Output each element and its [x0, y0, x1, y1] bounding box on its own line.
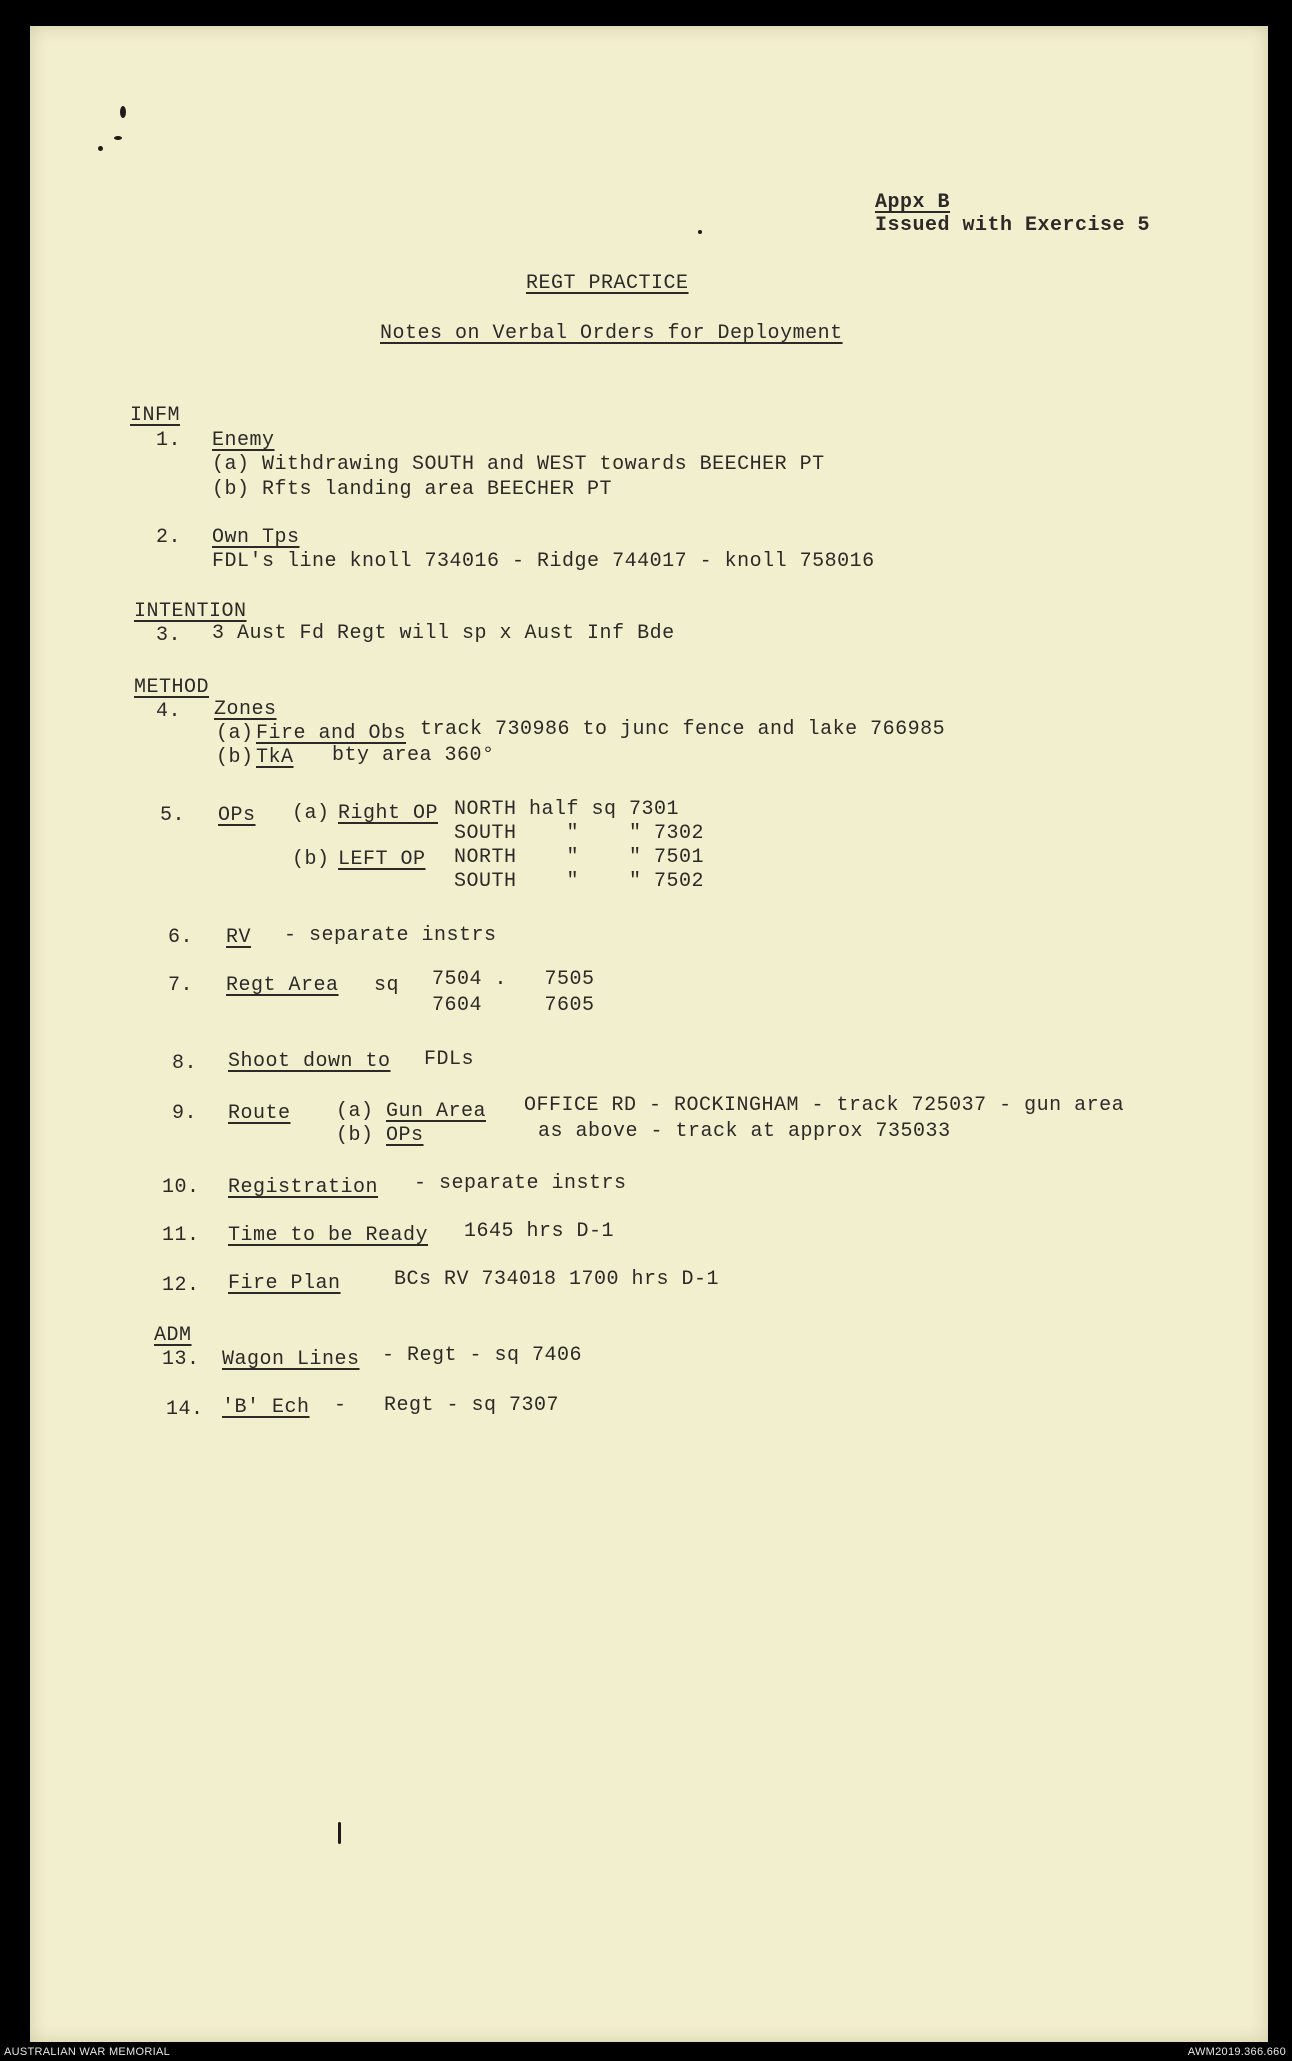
item-label: Shoot down to	[228, 1050, 391, 1073]
item-label: Own Tps	[212, 526, 300, 549]
item-text: 7504 . 7505	[432, 968, 595, 991]
item-text: track 730986 to junc fence and lake 766985	[420, 718, 946, 741]
document-page	[30, 26, 1268, 2042]
item-text: NORTH half sq 7301	[454, 798, 680, 821]
item-number: 7.	[168, 974, 194, 997]
item-number: 3.	[156, 624, 182, 647]
item-label: Enemy	[212, 429, 275, 452]
item-label: Gun Area	[386, 1100, 487, 1123]
item-text: (b) Rfts landing area BEECHER PT	[212, 478, 613, 501]
ink-mark	[98, 146, 103, 151]
ink-mark	[114, 136, 122, 140]
appendix-label: Appx B	[875, 191, 951, 214]
item-number: 10.	[162, 1176, 200, 1199]
item-number: 9.	[172, 1102, 198, 1125]
footer-credit: AUSTRALIAN WAR MEMORIAL	[4, 2046, 171, 2058]
item-text: FDLs	[424, 1048, 475, 1071]
item-text: FDL's line knoll 734016 - Ridge 744017 - knoll 758016	[212, 550, 875, 573]
item-text: 3 Aust Fd Regt will sp x Aust Inf Bde	[212, 622, 675, 645]
item-prefix: (b)	[336, 1124, 374, 1147]
item-label: LEFT OP	[338, 848, 426, 871]
section-adm: ADM	[154, 1324, 192, 1347]
item-label: Right OP	[338, 802, 439, 825]
item-prefix: (b)	[216, 746, 254, 769]
item-number: 6.	[168, 926, 194, 949]
footer-accession-number: AWM2019.366.660	[1187, 2046, 1286, 2058]
item-label: Route	[228, 1102, 291, 1125]
item-number: 12.	[162, 1274, 200, 1297]
item-text: 7604 7605	[432, 994, 595, 1017]
item-label: OPs	[218, 804, 256, 827]
item-text: - separate instrs	[414, 1172, 627, 1195]
section-intention: INTENTION	[134, 600, 247, 623]
item-number: 13.	[162, 1348, 200, 1371]
issued-note: Issued with Exercise 5	[875, 214, 1151, 237]
item-number: 1.	[156, 429, 182, 452]
item-text: as above - track at approx 735033	[538, 1120, 951, 1143]
item-number: 4.	[156, 700, 182, 723]
item-text: (a) Withdrawing SOUTH and WEST towards BEECHER PT	[212, 453, 825, 476]
item-label: Fire Plan	[228, 1272, 341, 1295]
item-text: SOUTH " " 7502	[454, 870, 705, 893]
item-text: sq	[374, 974, 400, 997]
document-title: REGT PRACTICE	[526, 272, 689, 295]
item-label: 'B' Ech	[222, 1396, 310, 1419]
document-subtitle: Notes on Verbal Orders for Deployment	[380, 322, 843, 345]
item-text: - Regt - sq 7406	[382, 1344, 583, 1367]
item-number: 5.	[160, 804, 186, 827]
item-prefix: (a)	[336, 1100, 374, 1123]
item-text: bty area 360°	[332, 744, 495, 767]
item-label: Wagon Lines	[222, 1348, 360, 1371]
item-text: 1645 hrs D-1	[464, 1220, 615, 1243]
item-label: TkA	[256, 746, 294, 769]
item-label: Registration	[228, 1176, 379, 1199]
section-infm: INFM	[130, 404, 181, 427]
section-method: METHOD	[134, 676, 210, 699]
item-label: Time to be Ready	[228, 1224, 429, 1247]
item-text: SOUTH " " 7302	[454, 822, 705, 845]
item-text: BCs RV 734018 1700 hrs D-1	[394, 1268, 720, 1291]
item-number: 14.	[166, 1398, 204, 1421]
item-text: - Regt - sq 7307	[334, 1394, 560, 1417]
item-number: 11.	[162, 1224, 200, 1247]
item-number: 2.	[156, 526, 182, 549]
item-label: Fire and Obs	[256, 722, 407, 745]
item-text: OFFICE RD - ROCKINGHAM - track 725037 - gun area	[524, 1094, 1125, 1117]
item-prefix: (b)	[292, 848, 330, 871]
item-number: 8.	[172, 1052, 198, 1075]
item-text: NORTH " " 7501	[454, 846, 705, 869]
item-label: Zones	[214, 698, 277, 721]
item-label: OPs	[386, 1124, 424, 1147]
item-prefix: (a)	[216, 722, 254, 745]
item-prefix: (a)	[292, 802, 330, 825]
ink-mark	[698, 230, 702, 234]
item-label: RV	[226, 926, 252, 949]
ink-mark	[120, 106, 126, 118]
item-text: - separate instrs	[284, 924, 497, 947]
item-label: Regt Area	[226, 974, 339, 997]
ink-mark	[338, 1822, 341, 1844]
